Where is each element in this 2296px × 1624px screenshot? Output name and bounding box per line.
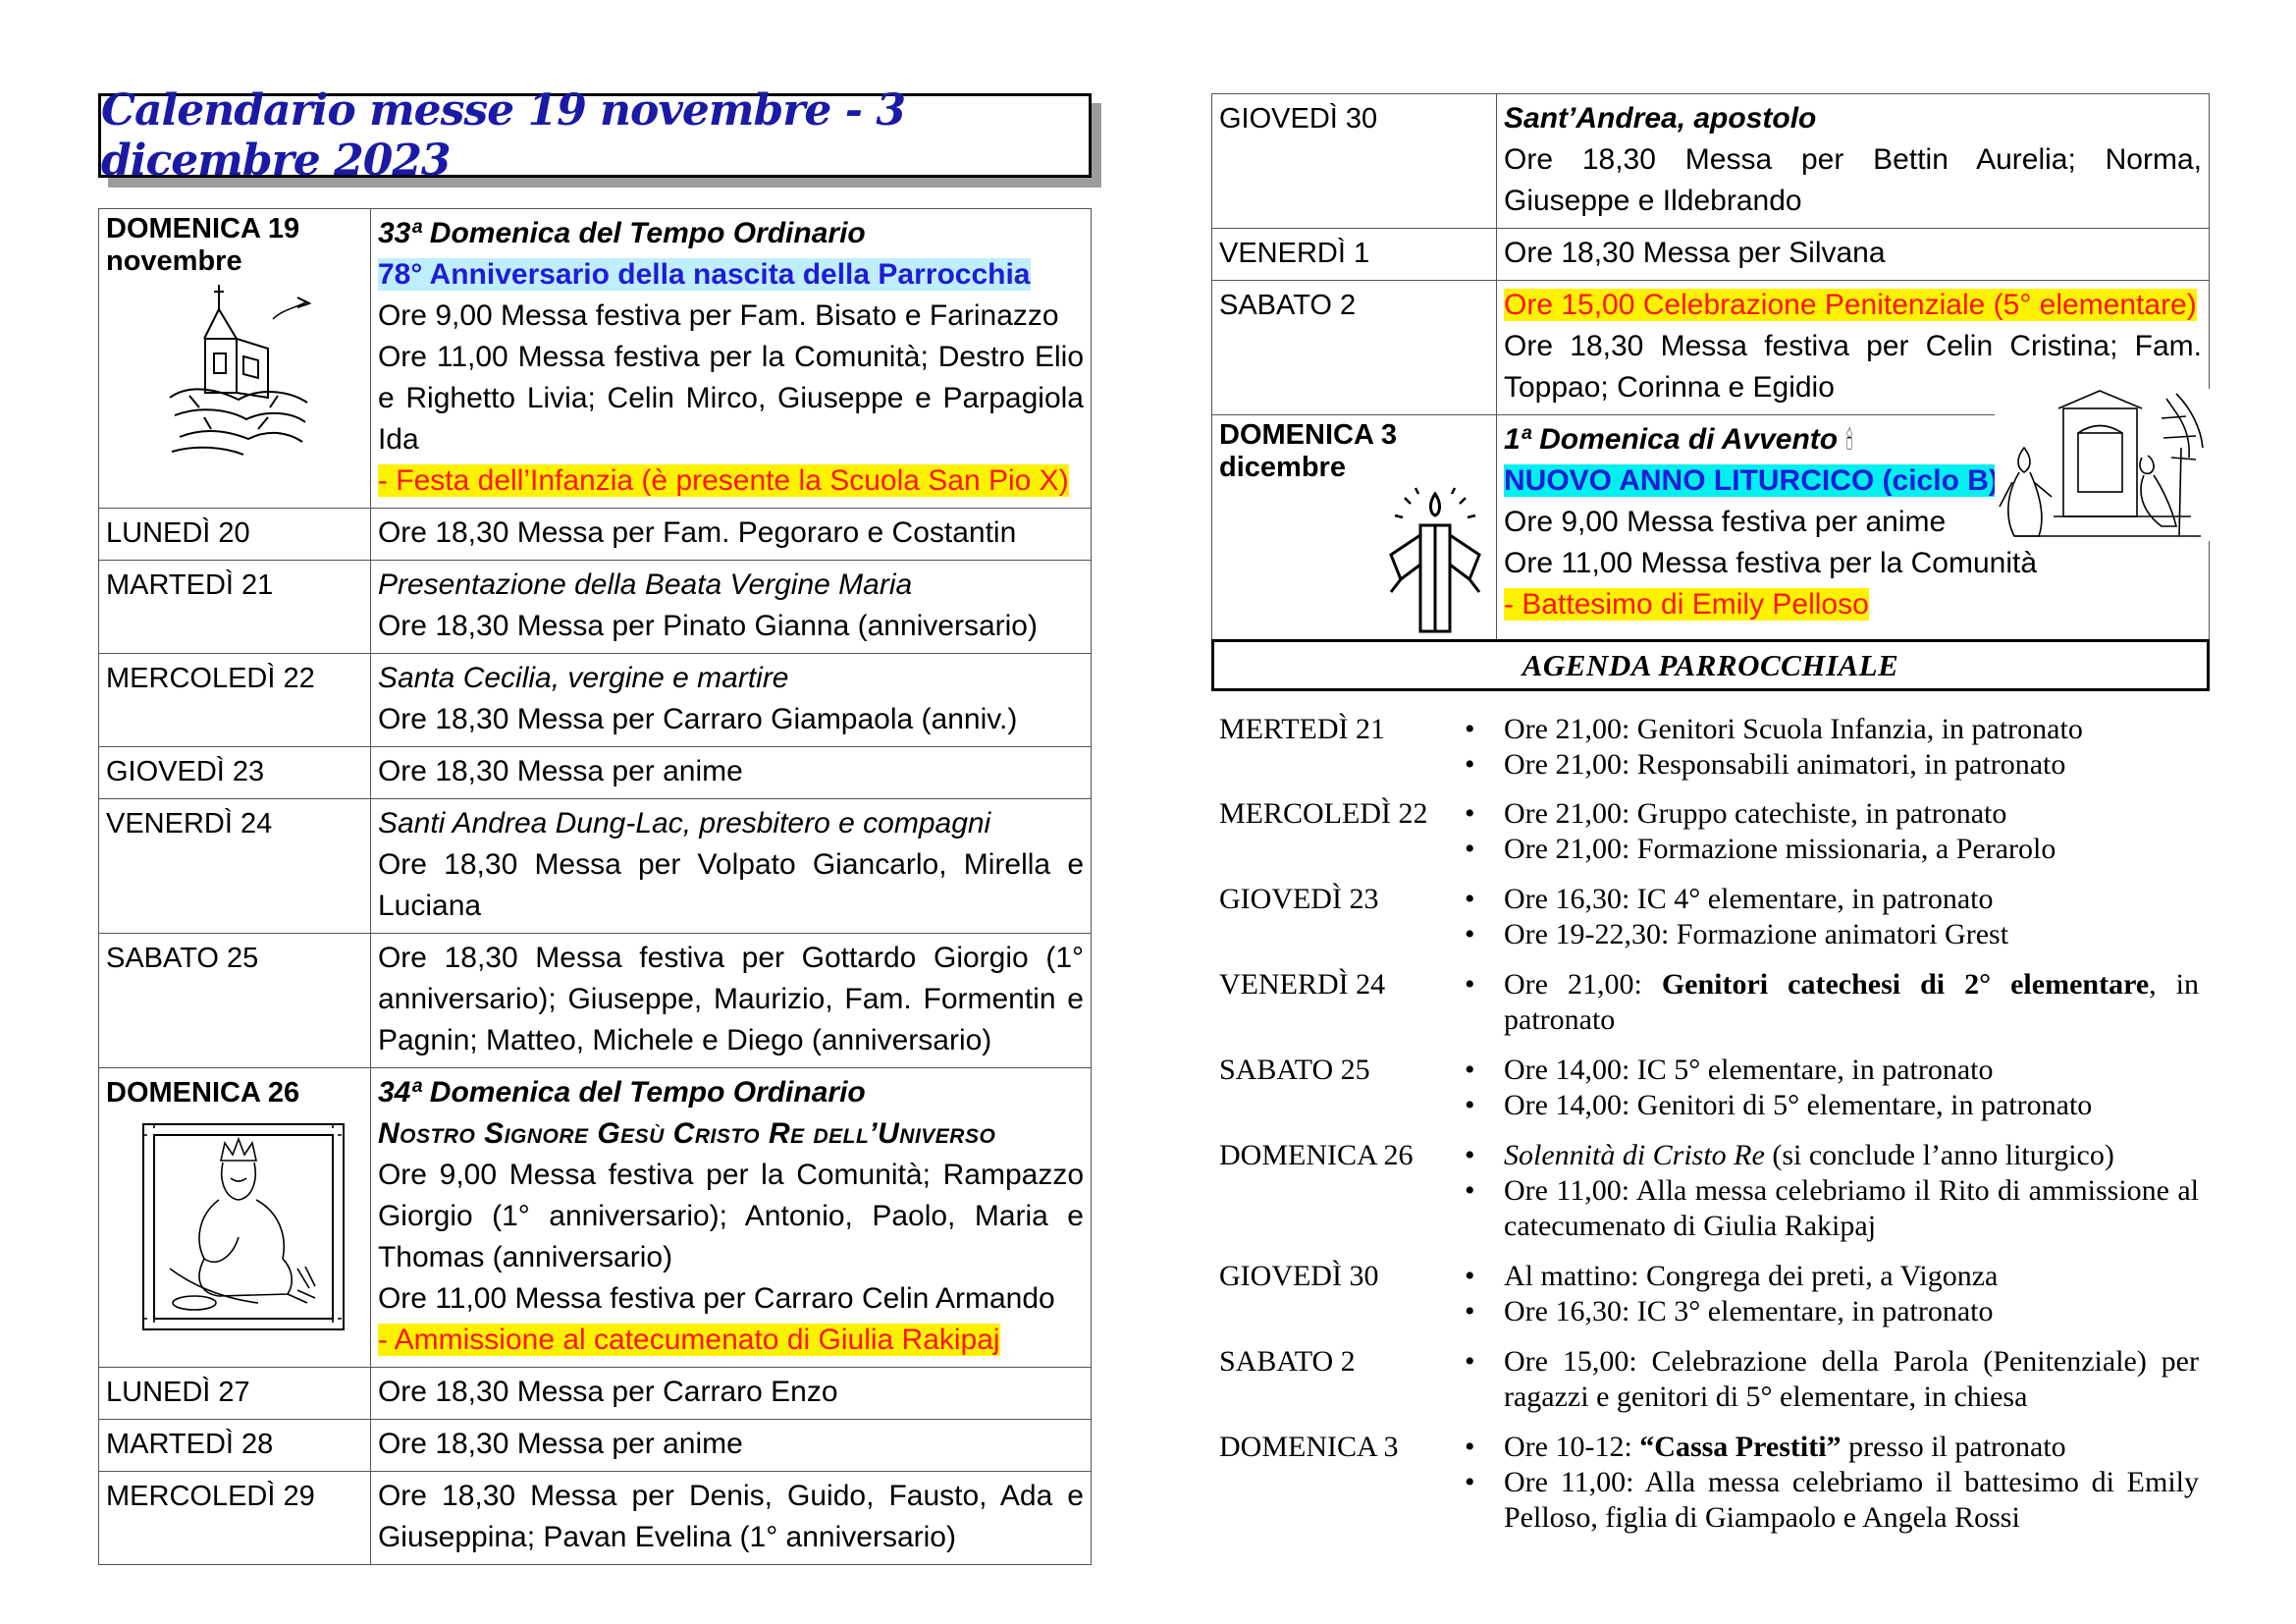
feast-title: Santa Cecilia, vergine e martire — [377, 662, 789, 694]
table-row — [99, 1068, 1092, 1368]
event-highlight: - Festa dell’Infanzia (è presente la Scuola San Pio X) — [377, 464, 1069, 497]
agenda-item: • Ore 16,30: IC 3° elementare, in patronato — [1504, 1294, 2199, 1329]
liturgy-title: 34ª Domenica del Tempo Ordinario — [377, 1076, 866, 1109]
agenda-item — [1504, 967, 2199, 1038]
agenda-items — [1504, 712, 2199, 783]
mass-cell — [370, 209, 1091, 509]
mass-line: Ore 18,30 Messa festiva per Gottardo Giorgio (1° anniversario); Giuseppe, Maurizio, Fam. Formentin e Pagnin; Matteo, Michele e Diego (anniversario) — [370, 934, 1091, 1068]
agenda-item: • Ore 15,00: Celebrazione della Parola (Penitenziale) per ragazzi e genitori di 5° elementare, in chiesa — [1504, 1344, 2199, 1415]
mass-line: Ore 18,30 Messa per Fam. Pegoraro e Costantin — [370, 509, 1091, 561]
event-highlight: Ore 15,00 Celebrazione Penitenziale (5° elementare) — [1504, 289, 2197, 321]
day-label: VENERDÌ 24 — [99, 799, 371, 934]
new-year-highlight: NUOVO ANNO LITURCICO (ciclo B) — [1504, 464, 1999, 497]
table-row — [99, 509, 1092, 561]
mass-line: Ore 9,00 Messa festiva per Fam. Bisato e Farinazzo — [377, 299, 1059, 332]
agenda-item: • Ore 21,00: Formazione missionaria, a Perarolo — [1504, 832, 2199, 867]
day-label: VENERDÌ 1 — [1212, 229, 1497, 281]
agenda-day: SABATO 2 — [1219, 1345, 1356, 1378]
agenda-item: • Ore 11,00: Alla messa celebriamo il Rito di ammissione al catecumenato di Giulia Rakipaj — [1504, 1173, 2199, 1244]
advent-title: 1ª Domenica di Avvento — [1504, 423, 1839, 456]
day-label: MARTEDÌ 21 — [99, 561, 371, 654]
day-label: DOMENICA 3 dicembre — [1219, 419, 1397, 483]
agenda-day: DOMENICA 3 — [1219, 1431, 1399, 1463]
table-row — [99, 747, 1092, 799]
agenda-item-bold: Genitori catechesi di 2° elementare — [1661, 968, 2150, 1001]
table-row — [99, 799, 1092, 934]
agenda-item-italic: Solennità di Cristo Re — [1504, 1139, 1765, 1171]
mass-line: Ore 18,30 Messa per Pinato Gianna (anniversario) — [377, 610, 1038, 642]
mass-line: Ore 18,30 Messa per Denis, Guido, Fausto, Ada e Giuseppina; Pavan Evelina (1° anniversario) — [370, 1472, 1091, 1565]
liturgy-title: 33ª Domenica del Tempo Ordinario — [377, 217, 866, 249]
agenda-item: • Ore 14,00: IC 5° elementare, in patronato — [1504, 1053, 2199, 1088]
table-row — [99, 1420, 1092, 1472]
table-row — [99, 934, 1092, 1068]
feast-title: Sant’Andrea, apostolo — [1504, 102, 1817, 135]
table-row — [99, 209, 1092, 509]
mass-line: Ore 11,00 Messa festiva per la Comunità; Destro Elio e Righetto Livia; Celin Mirco, Giuseppe e Parpagiola Ida — [377, 341, 1084, 456]
agenda-title: AGENDA PARROCCHIALE — [1211, 639, 2210, 691]
agenda-day: SABATO 25 — [1219, 1054, 1370, 1086]
mass-line: Ore 9,00 Messa festiva per anime — [1504, 506, 1947, 538]
page-title-box — [98, 85, 1092, 186]
agenda-day: DOMENICA 26 — [1219, 1139, 1414, 1171]
day-cell — [99, 1068, 371, 1368]
annunciation-illustration — [1995, 389, 2211, 541]
day-label: GIOVEDÌ 30 — [1212, 94, 1497, 229]
mass-cell — [370, 1068, 1091, 1368]
mass-line: Ore 18,30 Messa per Bettin Aurelia; Norma, Giuseppe e Ildebrando — [1504, 143, 2202, 217]
mass-line: Ore 9,00 Messa festiva per la Comunità; Rampazzo Giorgio (1° anniversario); Antonio, Paolo, Maria e Thomas (anniversario) — [377, 1159, 1084, 1273]
agenda-day: VENERDÌ 24 — [1219, 968, 1386, 1001]
mass-line: Ore 18,30 Messa per anime — [370, 747, 1091, 799]
agenda-item: • Ore 14,00: Genitori di 5° elementare, in patronato — [1504, 1088, 2199, 1123]
event-highlight: - Ammissione al catecumenato di Giulia Rakipaj — [377, 1324, 1000, 1356]
day-cell — [1212, 415, 1497, 640]
agenda-items — [1504, 1430, 2199, 1536]
agenda-item — [1504, 1138, 2199, 1173]
day-label: MARTEDÌ 28 — [99, 1420, 371, 1472]
mass-line: Ore 18,30 Messa per Carraro Giampaola (anniv.) — [377, 703, 1018, 735]
day-label: LUNEDÌ 27 — [99, 1368, 371, 1420]
agenda-item: • Al mattino: Congrega dei preti, a Vigonza — [1504, 1259, 2199, 1294]
agenda-items — [1504, 882, 2199, 952]
mass-line: Ore 18,30 Messa per Silvana — [1497, 229, 2210, 281]
mass-line: Ore 18,30 Messa festiva per Celin Cristina; Fam. Toppao; Corinna e Egidio — [1504, 330, 2202, 404]
agenda-items — [1504, 967, 2199, 1038]
mass-cell — [370, 654, 1091, 747]
church-hands-illustration — [160, 280, 317, 457]
agenda-day: GIOVEDÌ 23 — [1219, 883, 1379, 915]
day-label: SABATO 25 — [99, 934, 371, 1068]
agenda-item — [1504, 1430, 2199, 1465]
table-row — [99, 1472, 1092, 1565]
mass-line: Ore 18,30 Messa per anime — [370, 1420, 1091, 1472]
agenda-item-time: Ore 10-12: — [1504, 1431, 1640, 1463]
mass-cell — [1497, 94, 2210, 229]
day-cell — [99, 209, 371, 509]
agenda-items — [1504, 1138, 2199, 1244]
agenda-item-note: (si conclude l’anno liturgico) — [1764, 1139, 2114, 1171]
agenda-item: • Ore 11,00: Alla messa celebriamo il battesimo di Emily Pelloso, figlia di Giampaolo e Angela Rossi — [1504, 1465, 2199, 1536]
table-row — [99, 1368, 1092, 1420]
agenda-day: MERTEDÌ 21 — [1219, 713, 1386, 745]
mass-line: Ore 18,30 Messa per Carraro Enzo — [370, 1368, 1091, 1420]
mass-calendar-table-right — [1211, 93, 2210, 640]
page-title: Calendario messe 19 novembre - 3 dicembre 2023 — [101, 85, 905, 186]
agenda-item: • Ore 21,00: Responsabili animatori, in patronato — [1504, 747, 2199, 783]
agenda-item: • Ore 19-22,30: Formazione animatori Grest — [1504, 917, 2199, 952]
christ-king-illustration — [140, 1121, 347, 1332]
agenda-item-place: , in patronato — [1504, 968, 2199, 1036]
agenda-item-place: presso il patronato — [1841, 1431, 2066, 1463]
anniversary-highlight: 78° Anniversario della nascita della Parrocchia — [377, 258, 1031, 291]
day-label: MERCOLEDÌ 29 — [99, 1472, 371, 1565]
event-highlight: - Battesimo di Emily Pelloso — [1504, 588, 1869, 621]
agenda-items — [1504, 1344, 2199, 1415]
advent-candle-illustration — [1381, 486, 1489, 633]
agenda-items — [1504, 1053, 2199, 1123]
agenda-item: • Ore 21,00: Genitori Scuola Infanzia, in patronato — [1504, 712, 2199, 747]
mass-calendar-table-left — [98, 208, 1092, 1565]
agenda-item-bold: “Cassa Prestiti” — [1639, 1431, 1842, 1463]
mass-line: Ore 11,00 Messa festiva per la Comunità — [1504, 547, 2038, 579]
agenda-day: MERCOLEDÌ 22 — [1219, 797, 1428, 830]
agenda-item-time: Ore 21,00: — [1504, 968, 1662, 1001]
agenda-day: GIOVEDÌ 30 — [1219, 1260, 1379, 1292]
day-label: DOMENICA 19 novembre — [106, 213, 300, 277]
table-row — [1212, 229, 2210, 281]
agenda-item: • Ore 21,00: Gruppo catechiste, in patronato — [1504, 796, 2199, 832]
table-row — [99, 654, 1092, 747]
candle-icon: 🕯 — [1845, 425, 1853, 455]
day-label: GIOVEDÌ 23 — [99, 747, 371, 799]
solemnity-title: Nostro Signore Gesù Cristo Re dell’Universo — [377, 1117, 996, 1150]
agenda-item: • Ore 16,30: IC 4° elementare, in patronato — [1504, 882, 2199, 917]
agenda-items — [1504, 796, 2199, 867]
mass-line: Ore 18,30 Messa per Volpato Giancarlo, Mirella e Luciana — [377, 848, 1084, 922]
feast-title: Presentazione della Beata Vergine Maria — [377, 568, 913, 601]
day-label: SABATO 2 — [1212, 281, 1497, 415]
mass-cell — [370, 799, 1091, 934]
day-label: LUNEDÌ 20 — [99, 509, 371, 561]
mass-cell — [370, 561, 1091, 654]
day-label: DOMENICA 26 — [106, 1077, 300, 1109]
mass-line: Ore 11,00 Messa festiva per Carraro Celin Armando — [377, 1282, 1055, 1315]
agenda-items — [1504, 1259, 2199, 1329]
day-label: MERCOLEDÌ 22 — [99, 654, 371, 747]
table-row — [1212, 94, 2210, 229]
feast-title: Santi Andrea Dung-Lac, presbitero e compagni — [377, 807, 991, 839]
table-row — [99, 561, 1092, 654]
